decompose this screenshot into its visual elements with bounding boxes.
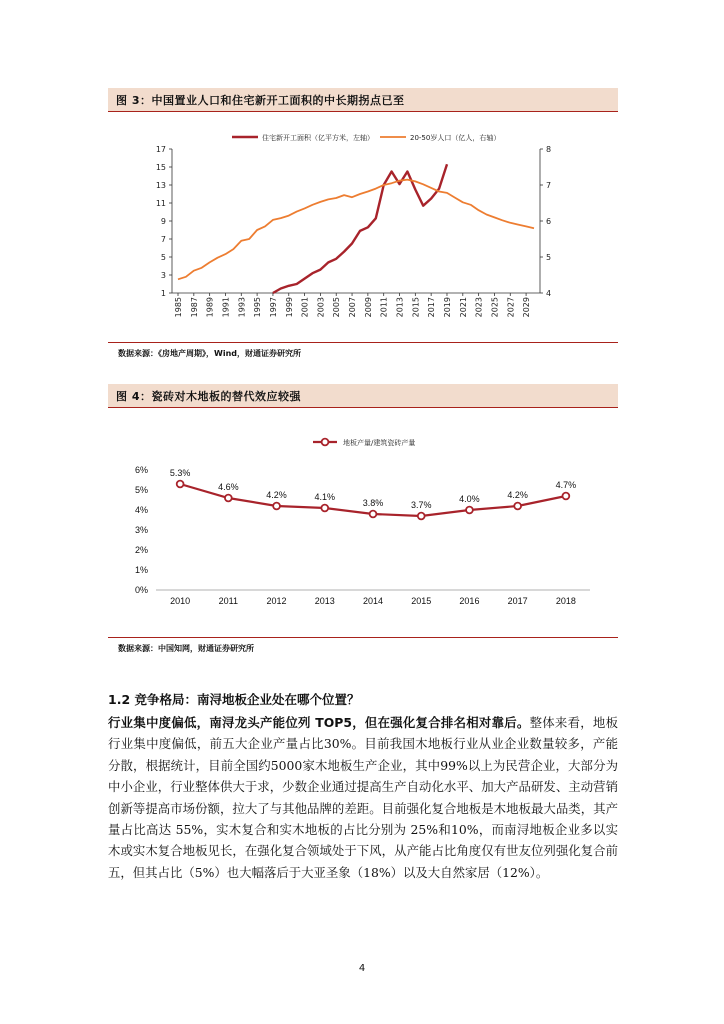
data-label: 4.7%: [555, 480, 577, 490]
x-tick-label: 2012: [266, 596, 287, 606]
x-tick-label: 1995: [253, 297, 263, 318]
data-label: 4.0%: [459, 494, 480, 504]
data-point-marker: [418, 513, 425, 520]
x-tick-label: 1999: [284, 297, 294, 318]
x-tick-label: 2029: [522, 297, 532, 318]
y-tick-label: 5%: [134, 485, 148, 495]
figure4-bottom-rule: [108, 637, 618, 638]
figure4-series: [170, 468, 576, 519]
x-tick-label: 2003: [316, 297, 326, 318]
x-tick-label: 2010: [170, 596, 191, 606]
figure4-source: 数据来源：中国知网，财通证券研究所: [118, 644, 254, 653]
figure3-chart: [0, 125, 724, 365]
left-tick-label: 15: [155, 163, 166, 172]
y-tick-label: 1%: [134, 565, 148, 575]
x-tick-label: 2001: [300, 297, 310, 318]
figure3-title: 图 3：中国置业人口和住宅新开工面积的中长期拐点已至: [116, 94, 405, 107]
data-label: 4.1%: [314, 492, 336, 502]
x-tick-label: 2015: [411, 297, 421, 318]
left-tick-label: 13: [155, 181, 166, 190]
x-tick-label: 2011: [218, 596, 239, 606]
legend-swatch-marker: [322, 439, 329, 446]
right-tick-label: 8: [546, 145, 552, 154]
right-tick-label: 7: [546, 181, 552, 190]
section-body: 整体来看，地板行业集中度偏低，前五大企业产量占比30%。目前我国木地板行业从业企业数量较多，产能分散，根据统计，目前全国约5000家木地板生产企业，其中99%以上为民营企业，大部分为中小企业，行业整体供大于求，少数企业通过提高生产自动化水平、加大产品研发、主动营销创新等提高市场份额，拉大了与其他品牌的差距。目前强化复合地板是木地板最大品类，其产量占比高达 55%，实木复合和实木地板的占比分别为 25%和10%，而南浔地板企业多以实木或实木复合地板见长，在强化复合领域处于下风，从产能占比角度仅有世友位列强化复合前五，但其占比（5%）也大幅落后于大亚圣象（18%）以及大自然家居（12%）。: [108, 715, 618, 880]
figure4-title: 图 4：瓷砖对木地板的替代效应较强: [116, 390, 301, 403]
x-tick-label: 2011: [379, 297, 389, 318]
left-tick-label: 5: [160, 253, 166, 262]
y-tick-label: 3%: [134, 525, 148, 535]
data-point-marker: [273, 503, 280, 510]
data-label: 3.8%: [362, 498, 384, 508]
series-population-line: [178, 180, 534, 280]
y-tick-label: 0%: [134, 585, 148, 595]
x-tick-label: 2015: [411, 596, 432, 606]
data-label: 4.6%: [218, 482, 239, 492]
legend-label-new-construction: 住宅新开工面积（亿平方米，左轴）: [262, 134, 374, 142]
data-point-marker: [321, 505, 328, 512]
left-tick-label: 11: [155, 199, 166, 208]
figure3-source: 数据来源：《房地产周期》，Wind，财通证券研究所: [118, 349, 301, 358]
data-point-marker: [370, 511, 377, 518]
left-tick-label: 7: [160, 235, 166, 244]
x-tick-label: 2005: [332, 297, 342, 318]
x-tick-label: 2013: [314, 596, 335, 606]
section-paragraph: [108, 712, 618, 883]
figure3-header: [108, 88, 618, 112]
data-label: 3.7%: [410, 500, 432, 510]
x-tick-label: 1987: [189, 297, 199, 318]
x-tick-label: 2021: [458, 297, 468, 318]
x-tick-label: 2016: [459, 596, 480, 606]
x-tick-label: 2009: [363, 297, 373, 318]
data-label: 5.3%: [169, 468, 191, 478]
figure4-legend: [313, 438, 415, 447]
data-label: 4.2%: [266, 490, 287, 500]
figure4-axes: [135, 465, 590, 606]
x-tick-label: 2027: [506, 297, 516, 318]
data-point-marker: [177, 481, 184, 488]
left-tick-label: 1: [160, 289, 166, 298]
figure3-bottom-rule: [108, 342, 618, 343]
figure4-chart: [0, 430, 724, 630]
x-tick-label: 1991: [221, 297, 231, 318]
data-point-marker: [466, 507, 473, 514]
figure3-lines: [178, 164, 534, 293]
x-tick-label: 2018: [555, 596, 576, 606]
data-point-marker: [562, 493, 569, 500]
y-tick-label: 4%: [134, 505, 148, 515]
x-tick-label: 2017: [427, 297, 437, 318]
x-tick-label: 1985: [174, 297, 183, 318]
figure4-header: [108, 384, 618, 408]
x-tick-label: 2017: [507, 596, 528, 606]
data-label: 4.2%: [507, 490, 528, 500]
left-tick-label: 3: [160, 271, 166, 280]
data-point-marker: [514, 503, 521, 510]
x-tick-label: 1993: [237, 297, 247, 318]
x-tick-label: 2019: [442, 297, 452, 318]
y-tick-label: 2%: [134, 545, 148, 555]
x-tick-label: 2007: [348, 297, 358, 318]
left-tick-label: 9: [160, 217, 166, 226]
x-tick-label: 1989: [205, 297, 215, 318]
page-number: 4: [358, 963, 366, 974]
x-tick-label: 2023: [474, 297, 484, 318]
right-tick-label: 5: [546, 253, 552, 262]
x-tick-label: 2013: [395, 297, 405, 318]
section-lead: 行业集中度偏低，南浔龙头产能位列 TOP5，但在强化复合排名相对靠后。: [108, 715, 530, 730]
x-tick-label: 1997: [268, 297, 278, 318]
right-tick-label: 4: [546, 289, 552, 298]
legend-label: 地板产量/建筑瓷砖产量: [343, 439, 416, 447]
y-tick-label: 6%: [134, 465, 148, 475]
legend-label-population: 20-50岁人口（亿人，右轴）: [410, 134, 501, 142]
x-tick-label: 2025: [490, 297, 500, 318]
section-title: 1.2 竞争格局：南浔地板企业处在哪个位置？: [108, 692, 360, 707]
figure3-axes: [156, 145, 551, 317]
x-tick-label: 2014: [362, 596, 384, 606]
figure3-legend: [232, 133, 500, 143]
right-tick-label: 6: [546, 217, 552, 226]
left-tick-label: 17: [155, 145, 166, 154]
data-point-marker: [225, 495, 232, 502]
